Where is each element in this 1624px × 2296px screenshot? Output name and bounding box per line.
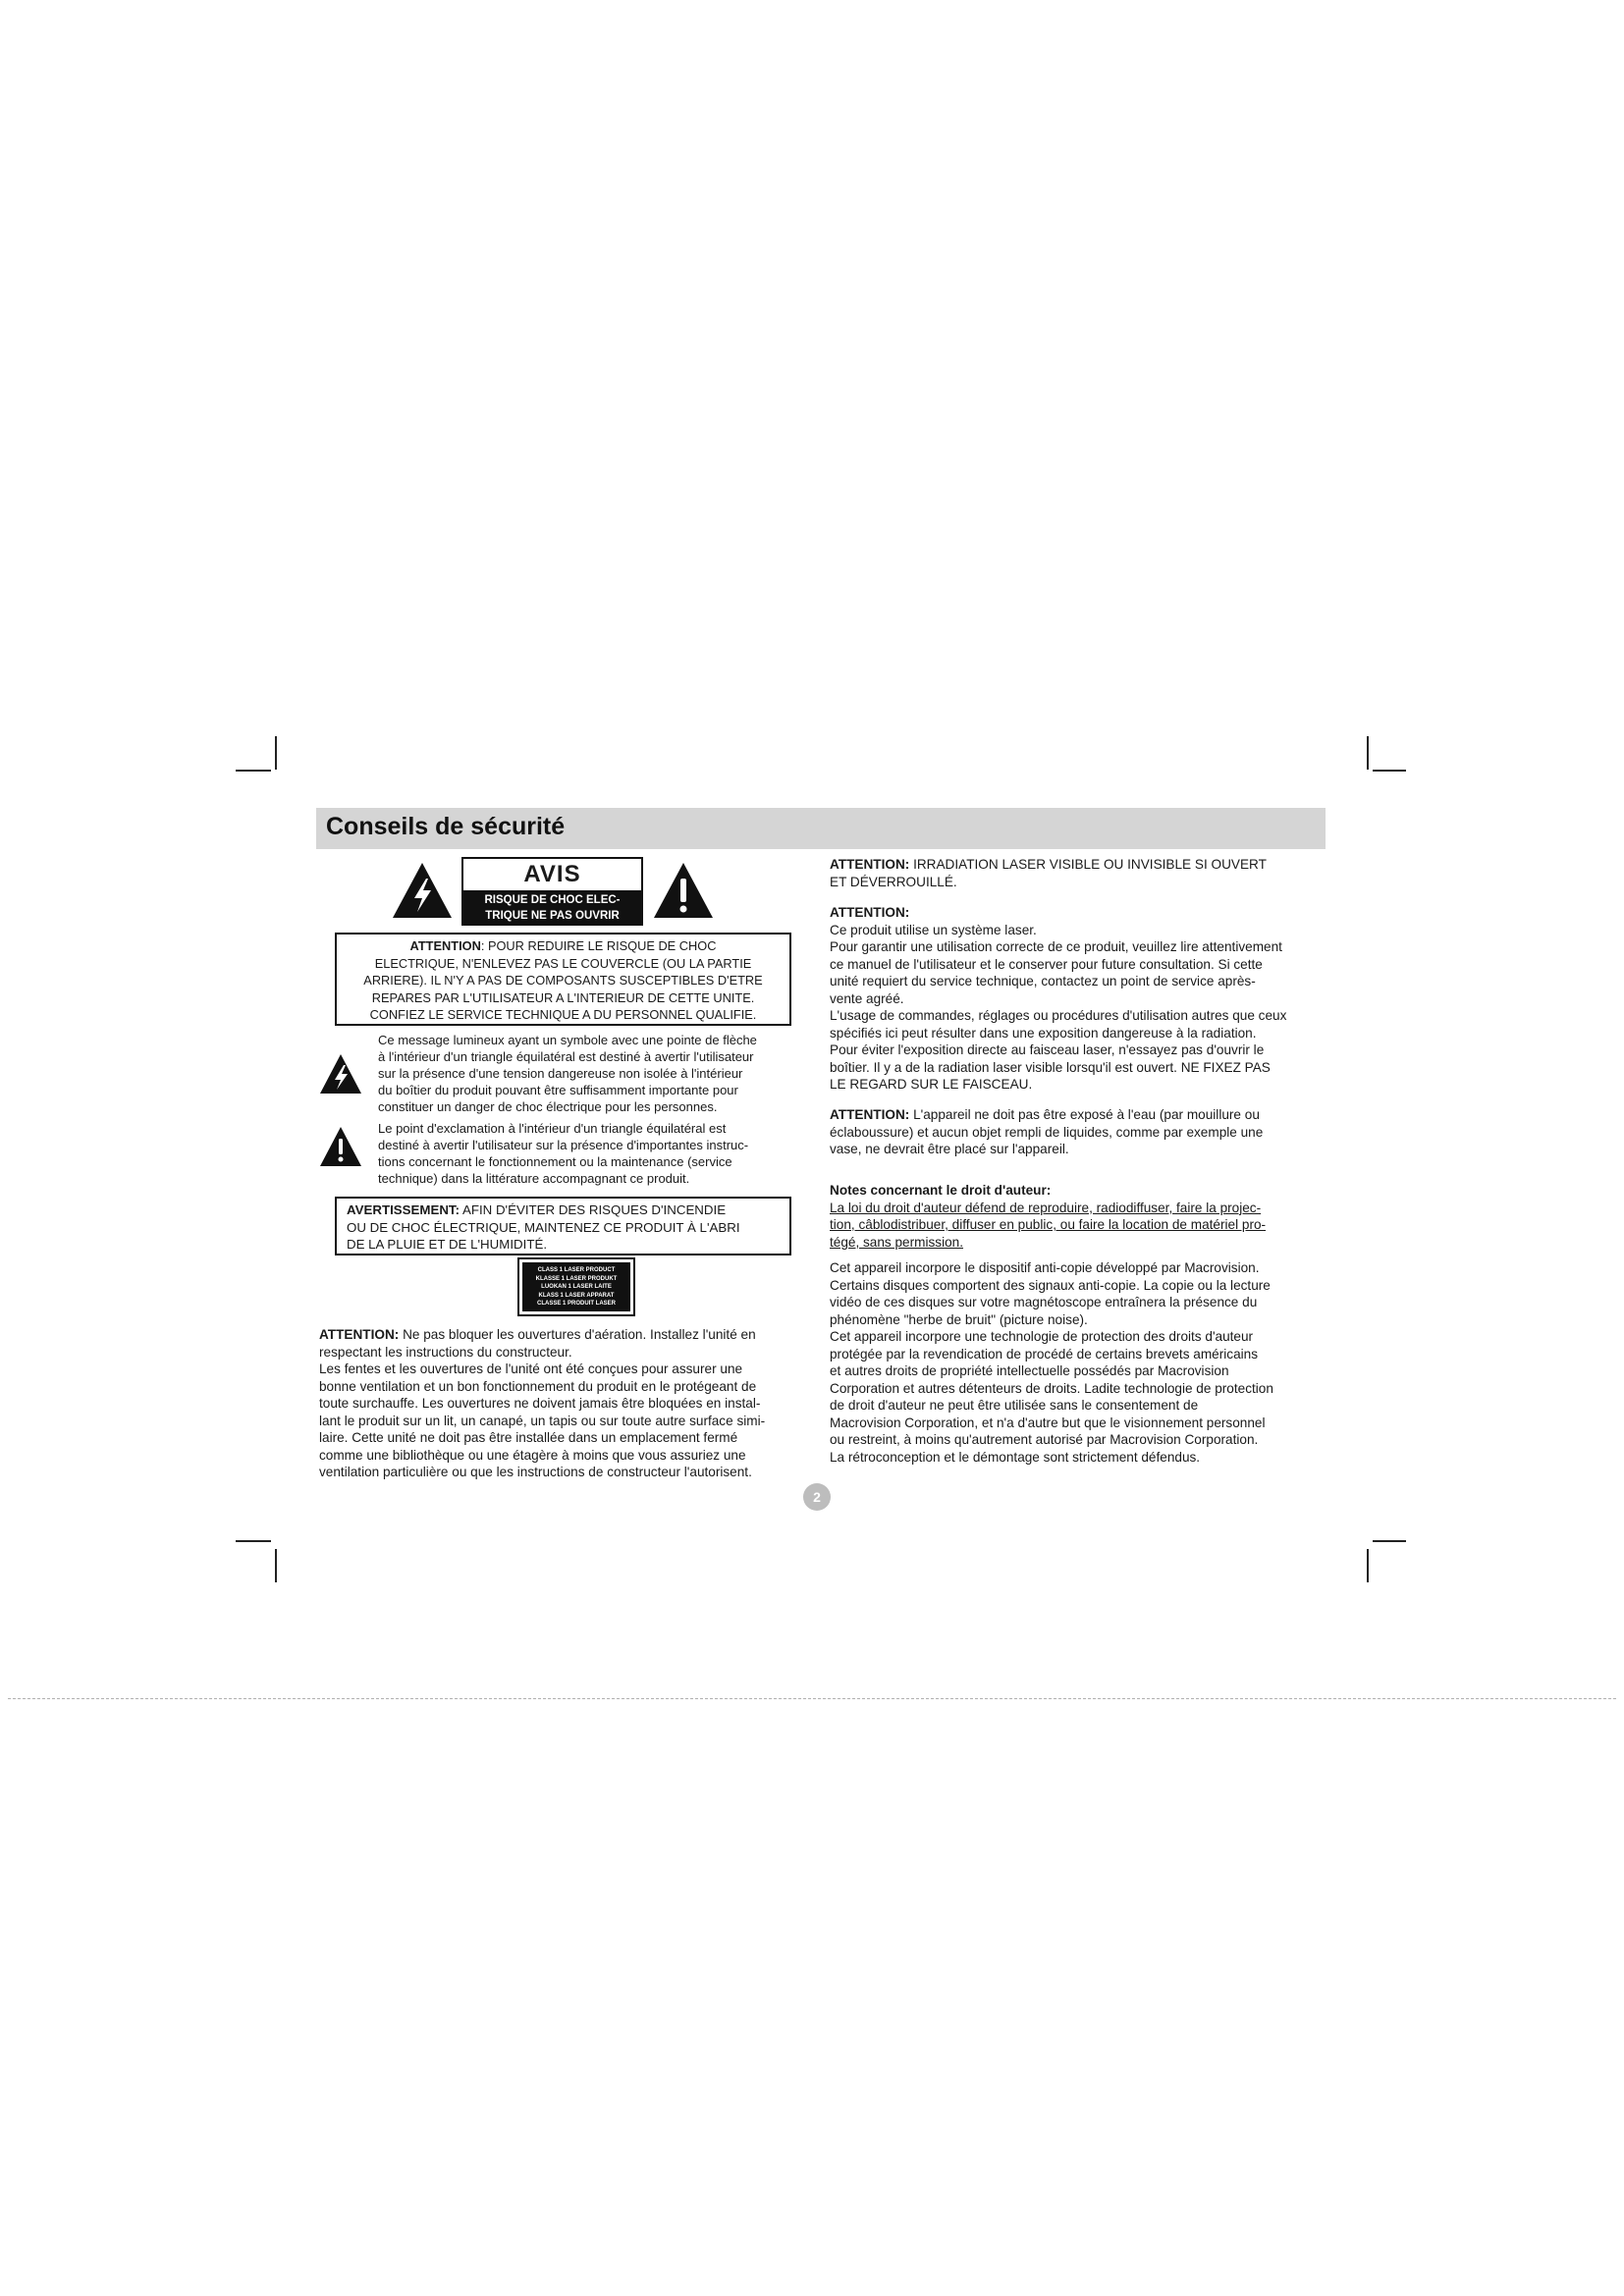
lightning-text: Ce message lumineux ayant un symbole avec une pointe de flèche à l'intérieur d'un triangle équilatéral est destiné à avertir l'utilisateur sur la présence d'une tension dangereuse non isolée à l'intérieur du boîtier du produit pouvant être suffisamment importante pour constituer un danger de choc électrique pour les personnes. xyxy=(378,1033,757,1114)
water-label: ATTENTION: xyxy=(830,1107,910,1122)
water-warning: ATTENTION: L'appareil ne doit pas être exposé à l'eau (par mouillure ou éclaboussure) et aucun objet rempli de liquides, comme par exemple une vase, ne devrait être placé sur l'appareil. xyxy=(830,1107,1264,1156)
crop-mark xyxy=(1367,1549,1369,1582)
laser-system-label: ATTENTION: xyxy=(830,905,910,920)
avertissement-line: OU DE CHOC ÉLECTRIQUE, MAINTENEZ CE PRODUIT À L'ABRI xyxy=(347,1219,740,1235)
avertissement-line: DE LA PLUIE ET DE L'HUMIDITÉ. xyxy=(347,1237,548,1252)
laser-product-label xyxy=(517,1257,635,1316)
avis-word: AVIS xyxy=(523,861,581,887)
crop-mark xyxy=(1373,1540,1406,1542)
ventilation-paragraph: ATTENTION: Ne pas bloquer les ouvertures d'aération. Installez l'unité en respectant les instructions du constructeur. Les fentes et les ouvertures de l'unité ont été conçues pour assurer une bonne ventilation et un bon fonctionnement du produit en le protégeant de toute surchauffe. Les ouvertures ne doivent jamais être bloquées en instal- lant le produit sur un lit, un canapé, un tapis ou sur toute autre surface simi- laire. Cette unité ne doit pas être installée dans un emplacement fermé comme une bibliothèque ou une étagère à moins que vous assuriez une ventilation particulière ou que les instructions de constructeur l'autorisent. xyxy=(319,1327,766,1479)
avis-sub-line: TRIQUE NE PAS OUVRIR xyxy=(485,910,620,922)
page-number: 2 xyxy=(803,1483,831,1511)
exclamation-triangle-icon xyxy=(319,1126,362,1167)
avis-warning xyxy=(391,857,715,928)
ventilation-label: ATTENTION: xyxy=(319,1327,400,1342)
avertissement-line: AVERTISSEMENT: AFIN D'ÉVITER DES RISQUES D'INCENDIE xyxy=(347,1202,727,1217)
copyright-law-line: tégé, sans permission. xyxy=(830,1234,964,1250)
crop-mark xyxy=(275,736,277,770)
lightning-triangle-icon xyxy=(319,1053,362,1095)
laser-system-warning: ATTENTION: Ce produit utilise un système laser. Pour garantir une utilisation correcte de ce produit, veuillez lire attentivement ce manuel de l'utilisateur et le conserver pour future consultation. Si cette unité requiert du service technique, contactez un point de service après- vente agréé. L'usage de commandes, réglages ou procédures d'utilisation autres que ceux spécifiés ici peut résulter dans une exposition dangereuse à la radiation. Pour éviter l'exposition directe au faisceau laser, n'essayez pas d'ouvrir le boîtier. Il y a de la radiation laser visible lorsqu'il est ouvert. NE FIXEZ PAS LE REGARD SUR LE FAISCEAU. xyxy=(830,904,1326,1094)
laser-label-inner: CLASS 1 LASER PRODUCT KLASSE 1 LASER PRODUKT LUOKAN 1 LASER LAITE KLASS 1 LASER APPARAT CLASSE 1 PRODUIT LASER xyxy=(522,1262,630,1311)
avis-subtitle xyxy=(463,890,641,924)
lightning-symbol-explanation xyxy=(319,1032,806,1118)
attention-label: ATTENTION xyxy=(409,938,481,953)
divider xyxy=(8,1698,1616,1699)
attention-box-line: ELECTRIQUE, N'ENLEVEZ PAS LE COUVERCLE (OU LA PARTIE xyxy=(374,955,752,971)
avertissement-label: AVERTISSEMENT: xyxy=(347,1202,460,1217)
crop-mark xyxy=(1367,736,1369,770)
attention-box xyxy=(335,933,791,1026)
exclamation-text: Le point d'exclamation à l'intérieur d'un triangle équilatéral est destiné à avertir l'utilisateur sur la présence d'importantes instruc- tions concernant le fonctionnement ou la maintenance (service technique) dans la littérature accompagnant ce produit. xyxy=(378,1121,749,1186)
page-title: Conseils de sécurité xyxy=(326,813,566,840)
laser-radiation-label: ATTENTION: xyxy=(830,857,910,872)
crop-mark xyxy=(236,770,271,772)
crop-mark xyxy=(1373,770,1406,772)
avertissement-box xyxy=(335,1197,791,1255)
attention-box-line: ARRIERE). IL N'Y A PAS DE COMPOSANTS SUSCEPTIBLES D'ETRE xyxy=(363,973,763,988)
avis-box xyxy=(461,857,643,926)
copyright-heading: Notes concernant le droit d'auteur: xyxy=(830,1183,1052,1198)
attention-box-line: CONFIEZ LE SERVICE TECHNIQUE A DU PERSONNEL QUALIFIE. xyxy=(369,1007,757,1022)
lightning-triangle-icon xyxy=(391,861,454,920)
attention-box-line: REPARES PAR L'UTILISATEUR A L'INTERIEUR DE CETTE UNITE. xyxy=(371,989,755,1005)
avis-sub-line: RISQUE DE CHOC ELEC- xyxy=(484,894,621,906)
exclamation-symbol-explanation xyxy=(319,1120,806,1189)
copyright-law-line: La loi du droit d'auteur défend de reproduire, radiodiffuser, faire la projec- xyxy=(830,1200,1262,1215)
exclamation-triangle-icon xyxy=(652,861,715,920)
copyright-law-line: tion, câblodistribuer, diffuser en public, ou faire la location de matériel pro- xyxy=(830,1217,1267,1232)
section-title-bar xyxy=(316,808,1326,849)
laser-radiation-warning: ATTENTION: IRRADIATION LASER VISIBLE OU INVISIBLE SI OUVERT ET DÉVERROUILLÉ. xyxy=(830,857,1267,889)
attention-box-line: ATTENTION: POUR REDUIRE LE RISQUE DE CHOC xyxy=(409,938,717,953)
crop-mark xyxy=(275,1549,277,1582)
copyright-notes: Notes concernant le droit d'auteur: La loi du droit d'auteur défend de reproduire, radiodiffuser, faire la projec- tion, câblodistribuer, diffuser en public, ou faire la location de matériel pro- tégé, sans permission. Cet appareil incorpore le dispositif anti-copie développé par Macrovision. Certains disques comportent des signaux anti-copie. La copie ou la lecture vidéo de ces disques sur votre magnétoscope entraînera la présence du phénomène "herbe de bruit" (picture noise). Cet appareil incorpore une technologie de protection des droits d'auteur protégée par la revendication de procédé de certains brevets américains et autres droits de propriété intellectuelle possédés par Macrovision Corporation et autres détenteurs de droits. Ladite technologie de protection de droit d'auteur ne peut être utilisée sans le consentement de Macrovision Corporation, et n'a d'autre but que le visionnement personnel ou restreint, à moins qu'autrement autorisé par Macrovision Corporation. La rétroconception et le démontage sont strictement défendus. xyxy=(830,1182,1326,1466)
crop-mark xyxy=(236,1540,271,1542)
